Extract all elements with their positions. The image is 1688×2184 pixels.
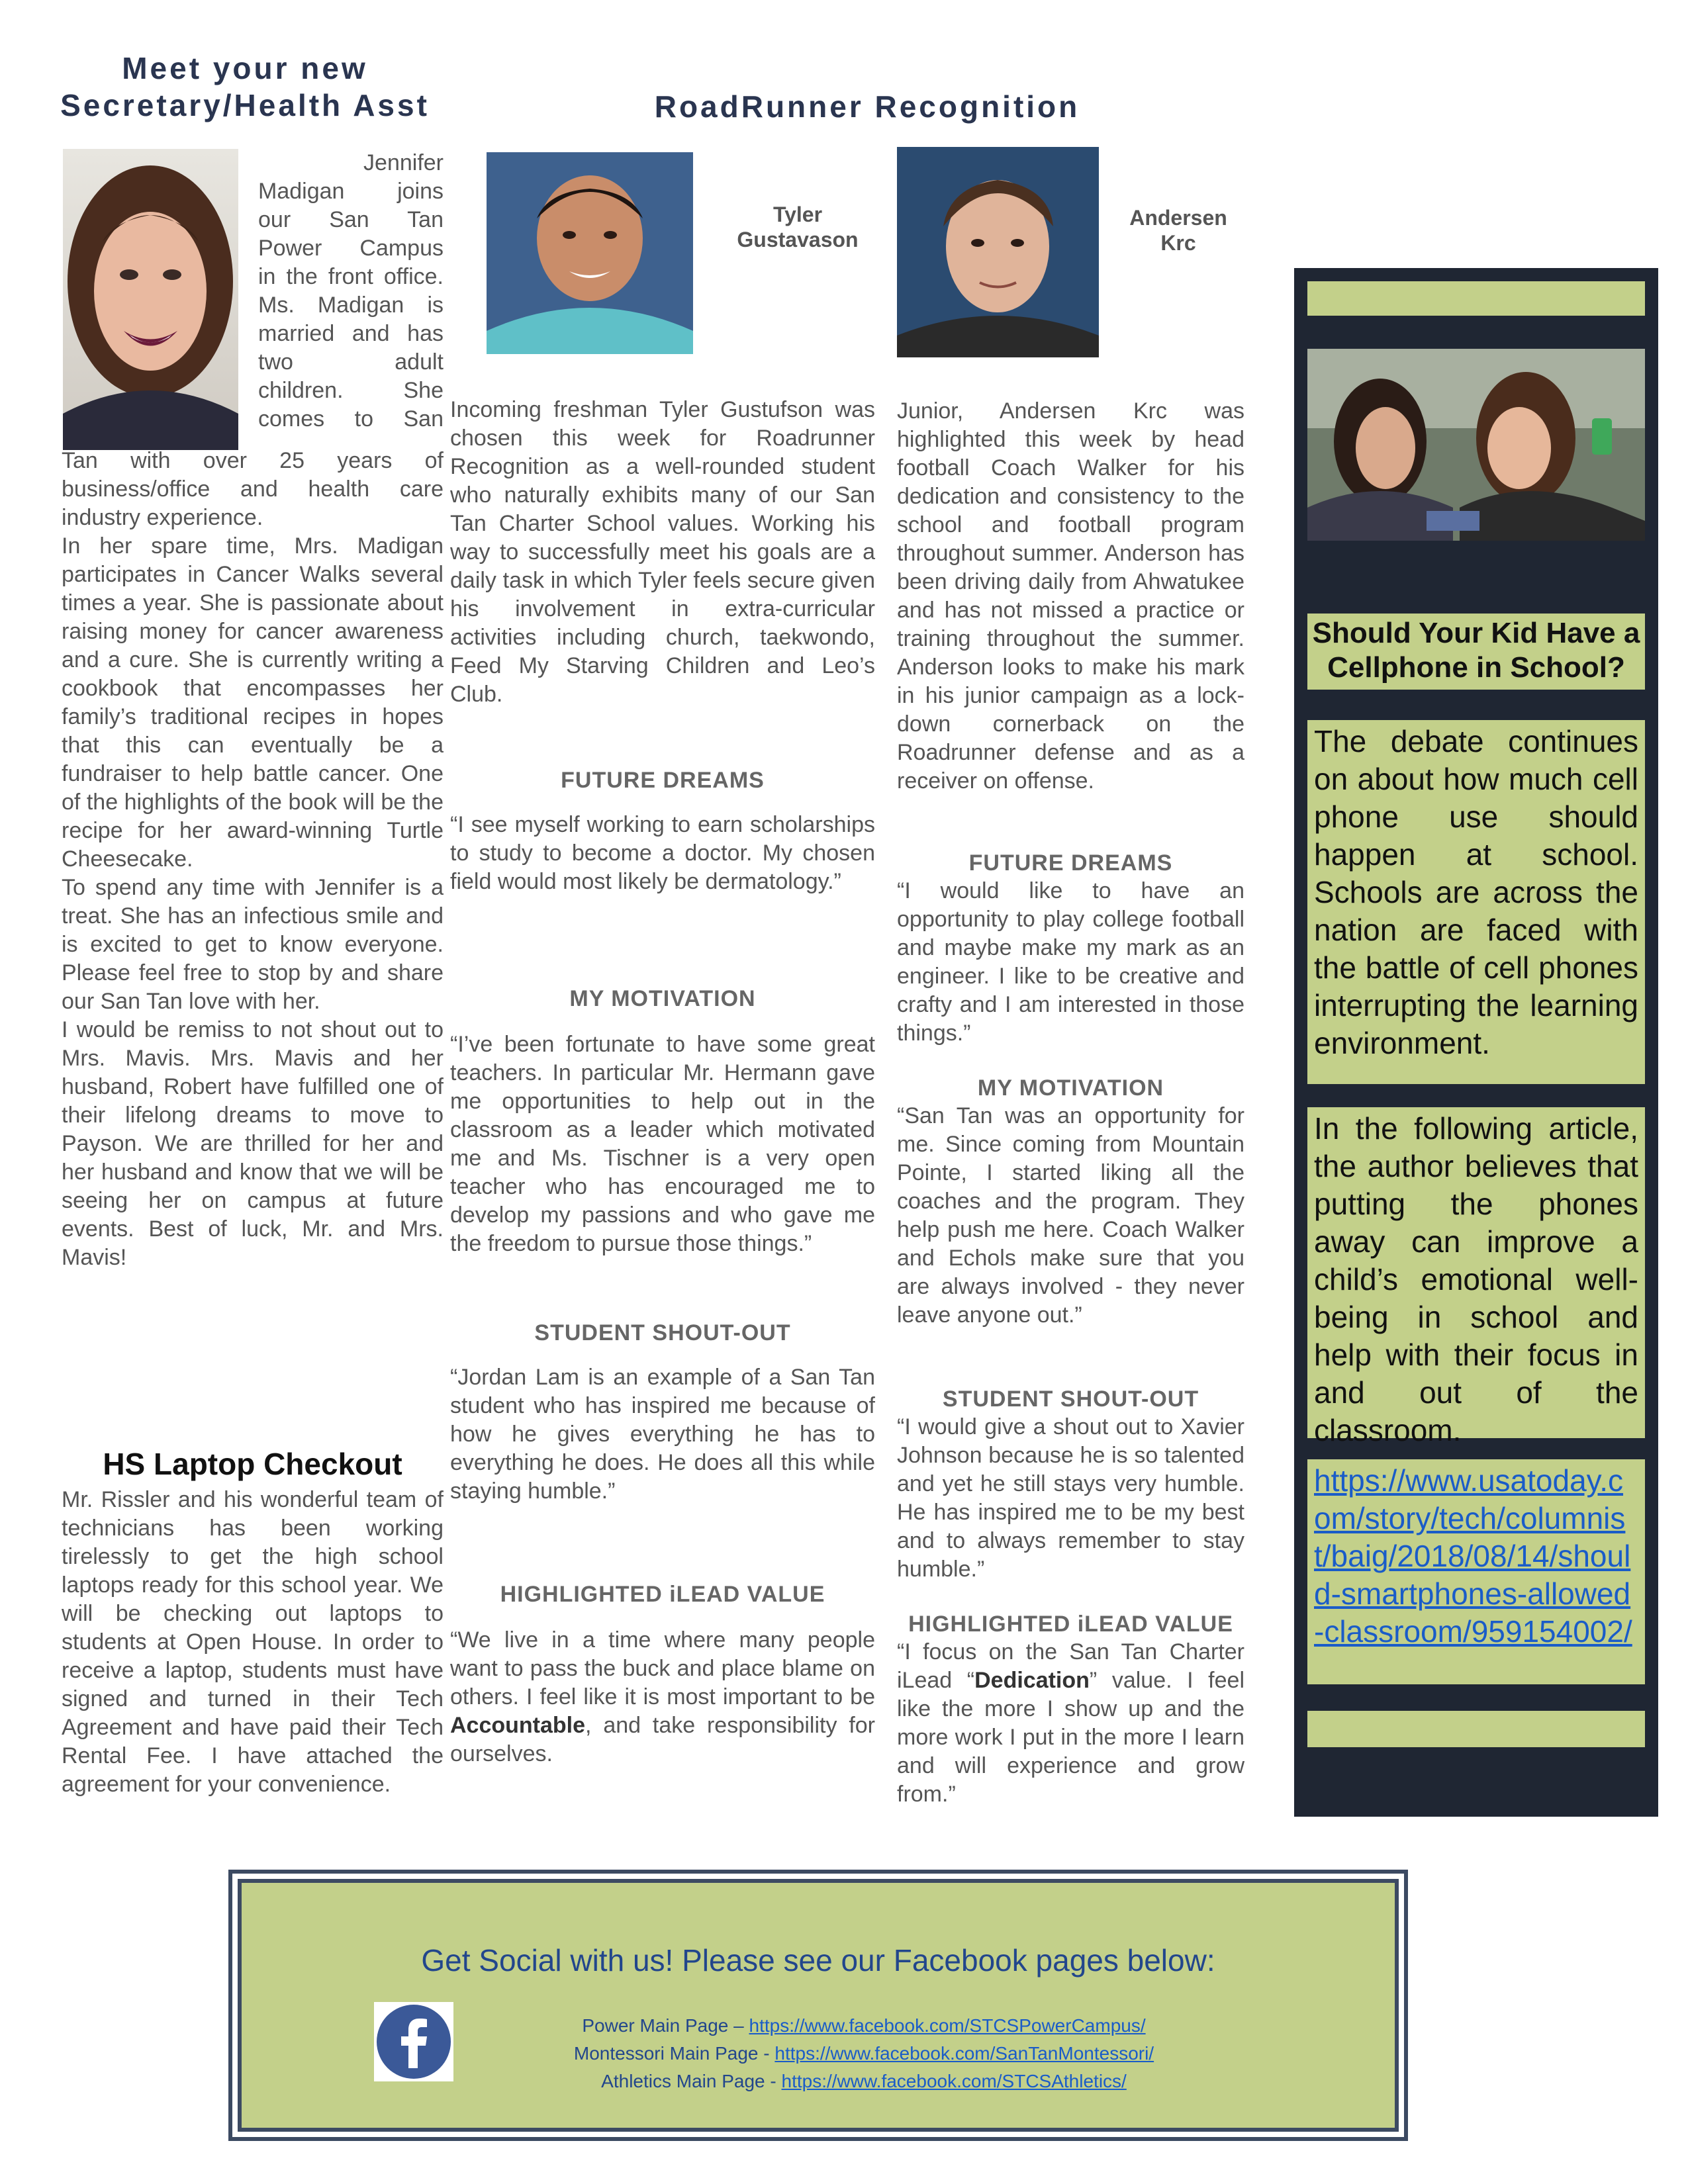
andersen-dreams: “I would like to have an opportunity to play college football and maybe make my mark as an engineer. I like to be creative and crafty and I am interested in those things.” (897, 878, 1244, 1046)
tyler-value (450, 1626, 875, 1768)
secretary-heading (40, 50, 450, 124)
social-line-power (467, 2012, 1261, 2040)
sidebar-title: Should Your Kid Have a Cellphone in School? (1307, 614, 1645, 690)
social-montessori-label: Montessori Main Page - (573, 2043, 775, 2064)
tyler-motivation-heading: MY MOTIVATION (569, 986, 756, 1011)
tyler-shoutout: “Jordan Lam is an example of a San Tan student who has inspired me because of how he gives everything he has to everything he does. He does all this while staying humble.” (450, 1365, 875, 1504)
tyler-value-pre: “We live in a time where many people want to pass the buck and place blame on others. I feel like it is most important to be (450, 1627, 875, 1709)
tyler-photo (487, 152, 693, 354)
andersen-photo (897, 147, 1099, 357)
tyler-motivation: “I’ve been fortunate to have some great teachers. In particular Mr. Hermann gave me opportunities to help out in the classroom as a leader which motivated me and Ms. Tischner is a very open teacher who has encouraged me to develop my passions and who gave me the freedom to pursue those things.” (450, 1032, 875, 1256)
tyler-name-line2: Gustavason (737, 228, 859, 251)
cellphone-sidebar (1294, 268, 1658, 1817)
secretary-para3: To spend any time with Jennifer is a treat. She has an infectious smile and is excited to get to know everyone. Please feel free to stop by and share our San Tan love with her. (62, 875, 444, 1014)
sidebar-bottom-bar (1307, 1711, 1645, 1747)
andersen-value (897, 1638, 1244, 1809)
social-power-link[interactable]: https://www.facebook.com/STCSPowerCampus/ (749, 2015, 1146, 2036)
facebook-icon[interactable] (374, 2002, 453, 2081)
andersen-value-heading: HIGHLIGHTED iLEAD VALUE (908, 1612, 1233, 1637)
secretary-body-rest: Tan with over 25 years of business/office and health care industry experience. (62, 448, 444, 530)
tyler-value-heading: HIGHLIGHTED iLEAD VALUE (500, 1582, 825, 1607)
social-power-label: Power Main Page – (582, 2015, 749, 2036)
social-montessori-link[interactable]: https://www.facebook.com/SanTanMontessori/ (774, 2043, 1154, 2064)
secretary-para2: In her spare time, Mrs. Madigan participates in Cancer Walks several times a year. She is passionate about raising money for cancer awareness and a cure. She is currently writing a cookbook that encompasses her family’s traditional recipes in hopes that this can eventually be a fundraiser to help battle cancer. One of the highlights of the book will be the recipe for her award-winning Turtle Cheesecake. (62, 533, 444, 872)
andersen-motivation-heading: MY MOTIVATION (977, 1075, 1164, 1101)
andersen-value-post: ” value. I feel like the more I show up and the more work I put in the more I learn and will experience and grow from.” (897, 1668, 1244, 1807)
andersen-value-bold: Dedication (974, 1668, 1090, 1693)
andersen-value-pre: “I focus on the San Tan Charter iLead “ (897, 1639, 1244, 1693)
wrap-line: comes to San (258, 406, 444, 432)
social-box (228, 1870, 1408, 2141)
social-athletics-link[interactable]: https://www.facebook.com/STCSAthletics/ (781, 2071, 1127, 2091)
tyler-dreams: “I see myself working to earn scholarships to study to become a doctor. My chosen field would most likely be dermatology.” (450, 812, 875, 894)
cellphone-students-photo (1307, 349, 1645, 541)
tyler-dreams-heading: FUTURE DREAMS (561, 768, 765, 793)
wrap-line: two adult (258, 349, 444, 375)
secretary-para4: I would be remiss to not shout out to Mrs. Mavis. Mrs. Mavis and her husband, Robert have fulfilled one of their lifelong dreams to move to Payson. We are thrilled for her and her husband and know that we will be seeing her on campus at future events. Best of luck, Mr. and Mrs. Mavis! (62, 1017, 444, 1270)
wrap-line: Jennifer (363, 150, 444, 175)
tyler-shoutout-heading: STUDENT SHOUT-OUT (534, 1320, 791, 1345)
sidebar-box1: The debate continues on about how much cell phone use should happen at school. Schools are across the nation are faced with the battle of cell phones interrupting the learning environment. (1307, 720, 1645, 1084)
secretary-heading-line1: Meet your new (122, 51, 368, 85)
tyler-name-line1: Tyler (773, 203, 823, 226)
andersen-intro: Junior, Andersen Krc was highlighted this week by head football Coach Walker for his dedication and consistency to the school and football program throughout summer. Anderson has been driving daily from Ahwatukee and has not missed a practice or training throughout the summer. Anderson looks to make his mark in his junior campaign as a lock-down cornerback on the Roadrunner defense and as a receiver on offense. (897, 398, 1244, 794)
wrap-line: Ms. Madigan is (258, 293, 444, 318)
laptop-heading: HS Laptop Checkout (103, 1447, 402, 1481)
secretary-body (62, 447, 444, 1272)
sidebar-article-link[interactable]: https://www.usatoday.com/story/tech/columnist/baig/2018/08/14/should-smartphones-allowed-classroom/959154002/ (1307, 1459, 1645, 1684)
wrap-line: married and has (258, 321, 444, 346)
tyler-name (722, 202, 874, 252)
tyler-value-post: , and take responsibility for ourselves. (450, 1713, 875, 1766)
social-line-montessori (467, 2040, 1261, 2068)
wrap-line: in the front office. (258, 264, 444, 289)
wrap-line: our San Tan (258, 207, 444, 232)
social-links (467, 2012, 1261, 2095)
jennifer-madigan-photo (63, 149, 238, 450)
wrap-line: children. She (258, 378, 444, 403)
secretary-wrap-text (258, 149, 444, 433)
sidebar-top-bar (1307, 281, 1645, 316)
wrap-line: Madigan joins (258, 179, 444, 204)
andersen-name (1112, 205, 1244, 255)
andersen-shoutout: “I would give a shout out to Xavier Johnson because he is so talented and yet he still stays very humble. He has inspired me to be my best and to always remember to stay humble.” (897, 1414, 1244, 1582)
andersen-motivation: “San Tan was an opportunity for me. Since coming from Mountain Pointe, I started liking all the coaches and the program. They help push me here. Coach Walker and Echols make sure that you are always involved - they never leave anyone out.” (897, 1103, 1244, 1328)
andersen-dreams-heading: FUTURE DREAMS (968, 850, 1173, 876)
social-athletics-label: Athletics Main Page - (601, 2071, 782, 2091)
tyler-intro: Incoming freshman Tyler Gustufson was chosen this week for Roadrunner Recognition as a well-rounded student who naturally exhibits many of our San Tan Charter School values. Working his way to successfully meet his goals are a daily task in which Tyler feels secure given his involvement in extra-curricular activities including church, taekwondo, Feed My Starving Children and Leo’s Club. (450, 397, 875, 707)
tyler-value-bold: Accountable (450, 1713, 586, 1738)
social-line-athletics (467, 2068, 1261, 2095)
recognition-heading: RoadRunner Recognition (654, 89, 1080, 124)
wrap-line: Power Campus (258, 236, 444, 261)
sidebar-box2: In the following article, the author believes that putting the phones away can improve a child’s emotional well-being in school and help with their focus in and out of the classroom. (1307, 1107, 1645, 1438)
social-box-inner (238, 1879, 1399, 2132)
andersen-name-line1: Andersen (1129, 206, 1227, 230)
andersen-name-line2: Krc (1160, 231, 1196, 255)
social-title: Get Social with us! Please see our Facebook pages below: (421, 1943, 1215, 1978)
secretary-heading-line2: Secretary/Health Asst (60, 88, 430, 122)
andersen-shoutout-heading: STUDENT SHOUT-OUT (942, 1387, 1199, 1412)
laptop-body: Mr. Rissler and his wonderful team of technicians has been working tirelessly to get the high school laptops ready for this school year. We will be checking out laptops to students at Open House. In order to receive a laptop, students must have signed and turned in their Tech Agreement and have paid their Tech Rental Fee. I have attached the agreement for your convenience. (62, 1487, 444, 1797)
